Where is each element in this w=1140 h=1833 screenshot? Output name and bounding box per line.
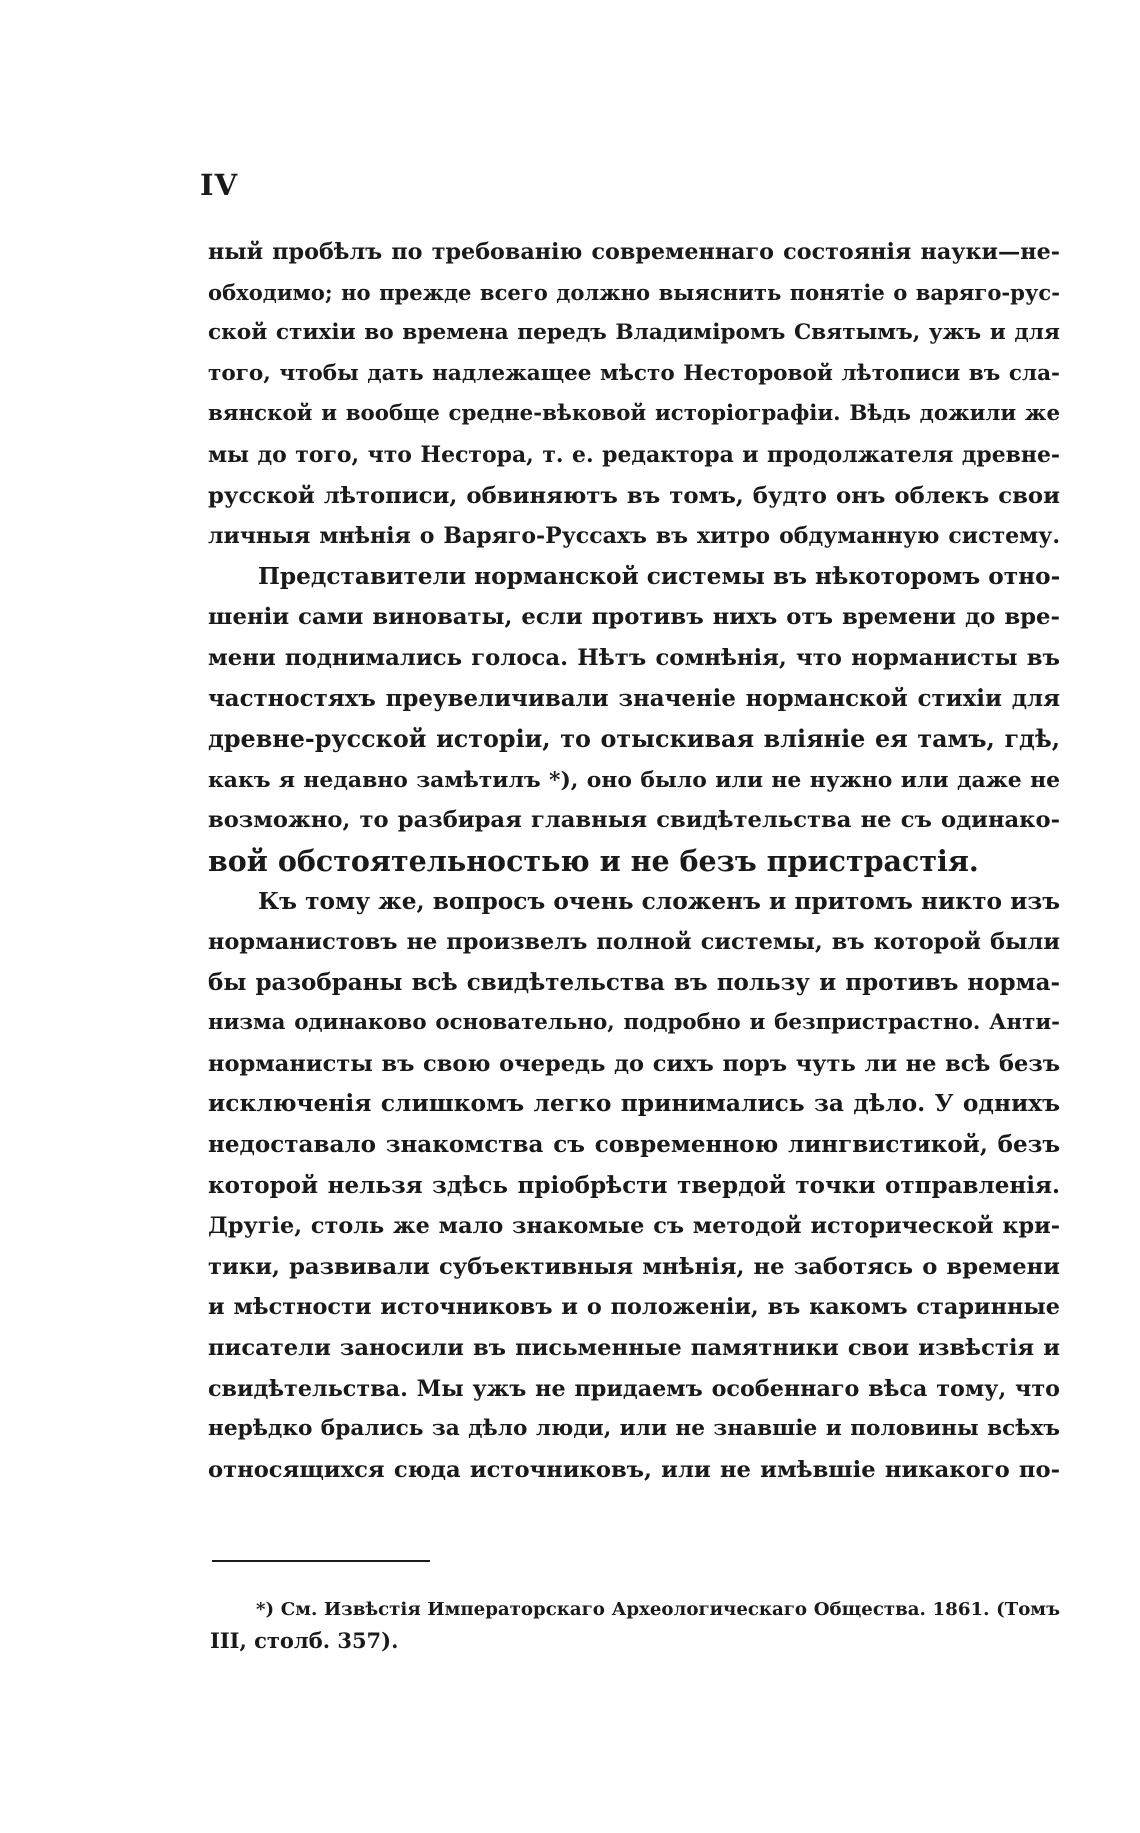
text-line: какъ я недавно замѣтилъ *), оно было или не нужно или даже не [208, 766, 1060, 793]
page-number: IV [200, 168, 239, 202]
text-line: частностяхъ преувеличивали значеніе норманской стихіи для [208, 685, 1060, 712]
text-line: недоставало знакомства съ современною лингвистикой, безъ [208, 1131, 1060, 1159]
text-line: и мѣстности источниковъ и о положеніи, въ какомъ старинные [208, 1294, 1060, 1321]
text-line: мы до того, что Нестора, т. е. редактора и продолжателя древне- [208, 441, 1060, 468]
text-line: обходимо; но прежде всего должно выяснить понятіе о варяго-рус- [208, 279, 1060, 305]
text-line: шеніи сами виноваты, если противъ нихъ отъ времени до вре- [208, 604, 1060, 631]
text-line: древне-русской исторіи, то отыскивая вліяніе ея тамъ, гдѣ, [208, 725, 1060, 754]
text-line: возможно, то разбирая главныя свидѣтельства не съ одинако- [208, 807, 1060, 834]
footnote-divider [212, 1560, 430, 1562]
text-line: ный пробѣлъ по требованію современнаго состоянія науки—не- [208, 239, 1060, 265]
text-line: Другіе, столь же мало знакомые съ методой исторической кри- [208, 1213, 1060, 1240]
text-line: вой обстоятельностью и не безъ пристрастія. [208, 843, 979, 878]
paragraph-3 [208, 882, 1060, 1491]
text-line: нерѣдко брались за дѣло люди, или не знавшіе и половины всѣхъ [208, 1416, 1060, 1442]
text-line: мени поднимались голоса. Нѣтъ сомнѣнія, что норманисты въ [208, 644, 1060, 671]
text-line: свидѣтельства. Мы ужъ не придаемъ особеннаго вѣса тому, что [208, 1375, 1060, 1402]
text-line: личныя мнѣнія о Варяго-Руссахъ въ хитро обдуманную систему. [208, 523, 1060, 550]
paragraph-1 [208, 232, 1060, 557]
text-line: Къ тому же, вопросъ очень сложенъ и притомъ никто изъ [258, 887, 1061, 915]
text-line: относящихся сюда источниковъ, или не имѣвшіе никакого по- [208, 1456, 1060, 1483]
text-line: писатели заносили въ письменные памятники свои извѣстія и [208, 1335, 1060, 1362]
footnote-line: III, столб. 357). [210, 1628, 399, 1653]
paragraph-2 [208, 557, 1060, 882]
text-line: Представители норманской системы въ нѣкоторомъ отно- [258, 562, 1061, 590]
footnote [210, 1594, 1060, 1656]
text-line: тики, развивали субъективныя мнѣнія, не заботясь о времени [208, 1253, 1060, 1280]
text-line: норманистовъ не произвелъ полной системы, въ которой были [208, 929, 1060, 956]
body-text [208, 232, 1060, 1490]
text-line: вянской и вообще средне-вѣковой исторіографіи. Вѣдь дожили же [208, 401, 1060, 427]
text-line: которой нельзя здѣсь пріобрѣсти твердой точки отправленія. [208, 1171, 1060, 1199]
text-line: русской лѣтописи, обвиняютъ въ томъ, будто онъ облекъ свои [208, 482, 1060, 509]
text-line: того, чтобы дать надлежащее мѣсто Несторовой лѣтописи въ сла- [208, 360, 1060, 386]
text-line: бы разобраны всѣ свидѣтельства въ пользу и противъ норма- [208, 968, 1060, 996]
footnote-line: *) См. Извѣстія Императорскаго Археологическаго Общества. 1861. (Томъ [256, 1599, 1060, 1620]
text-line: норманисты въ свою очередь до сихъ поръ чуть ли не всѣ безъ [208, 1050, 1060, 1077]
text-line: исключенія слишкомъ легко принимались за дѣло. У однихъ [208, 1090, 1060, 1118]
text-line: низма одинаково основательно, подробно и безпристрастно. Анти- [208, 1010, 1060, 1036]
text-line: ской стихіи во времена передъ Владиміромъ Святымъ, ужъ и для [208, 320, 1060, 346]
